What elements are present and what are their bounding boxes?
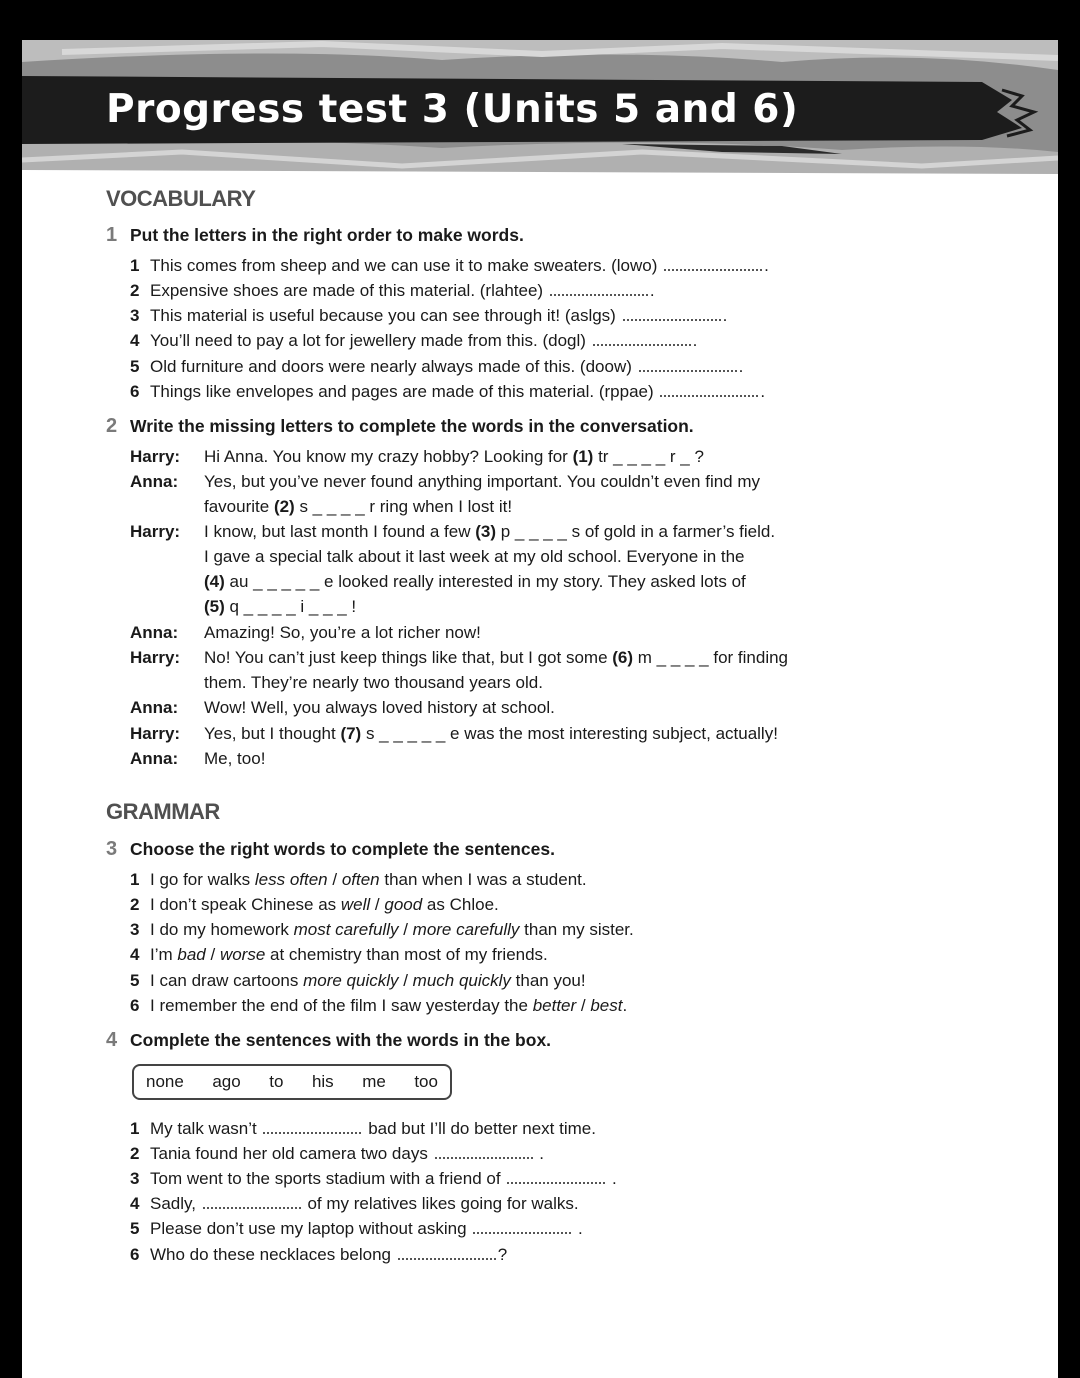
exercise-number: 3: [106, 838, 118, 860]
dialogue-line: (5) q _ _ _ _ i _ _ _ !: [204, 597, 357, 616]
dialogue-line: Hi Anna. You know my crazy hobby? Looking for (1) tr _ _ _ _ r _ ?: [204, 447, 704, 466]
choice-option[interactable]: well: [340, 895, 371, 914]
word-box-item: to: [269, 1072, 284, 1091]
ex1-item: 4 You’ll need to pay a lot for jewellery made from this. (dogl) .: [130, 331, 698, 350]
gap-word[interactable]: s _ _ _ _ _ e was the most interesting subject, actually!: [361, 724, 778, 743]
choice-option[interactable]: more quickly: [303, 971, 399, 990]
dialogue-line: Wow! Well, you always loved history at school.: [204, 698, 555, 717]
dialogue-line: I gave a special talk about it last week at my old school. Everyone in the: [204, 547, 745, 566]
exercise-3-heading: [106, 838, 555, 861]
dialogue-line: (4) au _ _ _ _ _ e looked really interested in my story. They asked lots of: [204, 572, 746, 591]
word-box-item: ago: [212, 1072, 241, 1091]
word-box-item: too: [414, 1072, 438, 1091]
speaker-label: Anna:: [130, 472, 179, 491]
choice-option[interactable]: most carefully: [293, 920, 399, 939]
exercise-instruction: Put the letters in the right order to make words.: [130, 225, 524, 245]
choice-option[interactable]: much quickly: [412, 971, 511, 990]
speaker-label: Harry:: [130, 447, 181, 466]
ex1-item: 3 This material is useful because you can see through it! (aslgs) .: [130, 306, 728, 325]
dialogue-line: Yes, but you’ve never found anything important. You couldn’t even find my: [204, 472, 761, 491]
dialogue-line: Yes, but I thought (7) s _ _ _ _ _ e was the most interesting subject, actually!: [204, 724, 778, 743]
gap-word[interactable]: au _ _ _ _ _ e looked really interested in my story. They asked lots of: [224, 572, 746, 591]
choice-option[interactable]: worse: [219, 945, 266, 964]
exercise-number: 1: [106, 224, 118, 246]
answer-blank[interactable]: [263, 1118, 361, 1134]
choice-option[interactable]: bad: [177, 945, 206, 964]
answer-blank[interactable]: [473, 1218, 571, 1234]
ex1-item: 6 Things like envelopes and pages are made of this material. (rppae) .: [130, 382, 766, 401]
ex4-item: 6 Who do these necklaces belong ?: [130, 1245, 508, 1264]
exercise-instruction: Complete the sentences with the words in the box.: [130, 1030, 552, 1050]
section-heading-vocabulary: VOCABULARY: [106, 186, 256, 211]
dialogue-line: favourite (2) s _ _ _ _ r ring when I lost it!: [204, 497, 513, 516]
answer-blank[interactable]: [664, 255, 762, 271]
ex1-item: 1 This comes from sheep and we can use it to make sweaters. (lowo) .: [130, 256, 769, 275]
word-box-item: his: [311, 1072, 334, 1091]
exercise-1-heading: [106, 224, 524, 247]
speaker-label: Anna:: [130, 749, 179, 768]
gap-word[interactable]: m _ _ _ _ for finding: [633, 648, 789, 667]
dialogue-line: them. They’re nearly two thousand years old.: [204, 673, 543, 692]
answer-blank[interactable]: [398, 1244, 496, 1260]
answer-blank[interactable]: [435, 1143, 533, 1159]
gap-word[interactable]: p _ _ _ _ s of gold in a farmer’s field.: [496, 522, 776, 541]
choice-option[interactable]: less often: [254, 870, 328, 889]
choice-option[interactable]: best: [590, 996, 623, 1015]
ex4-item: 3 Tom went to the sports stadium with a friend of .: [130, 1169, 617, 1188]
word-box-item: me: [362, 1072, 386, 1091]
answer-blank[interactable]: [639, 356, 737, 372]
dialogue-line: I know, but last month I found a few (3) p _ _ _ _ s of gold in a farmer’s field.: [204, 522, 776, 541]
speaker-label: Harry:: [130, 724, 181, 743]
title-banner: [22, 40, 1058, 180]
exercise-instruction: Write the missing letters to complete the words in the conversation.: [130, 416, 694, 436]
exercise-number: 4: [106, 1029, 118, 1051]
answer-blank[interactable]: [203, 1193, 301, 1209]
exercise-number: 2: [106, 415, 118, 437]
exercise-2-heading: [106, 415, 694, 438]
choice-option[interactable]: often: [341, 870, 380, 889]
page-title: Progress test 3 (Units 5 and 6): [106, 87, 799, 132]
answer-blank[interactable]: [660, 381, 758, 397]
worksheet-page: [22, 40, 1058, 1378]
ex4-item: 2 Tania found her old camera two days .: [130, 1144, 545, 1163]
speaker-label: Anna:: [130, 623, 179, 642]
dialogue-line: Amazing! So, you’re a lot richer now!: [204, 623, 481, 642]
exercise-4-heading: [106, 1029, 551, 1052]
speaker-label: Anna:: [130, 698, 179, 717]
choice-option[interactable]: better: [532, 996, 577, 1015]
section-heading-grammar: GRAMMAR: [106, 799, 220, 824]
ex4-item: 4 Sadly, of my relatives likes going for walks.: [130, 1194, 579, 1213]
ex4-item: 5 Please don’t use my laptop without asking .: [130, 1219, 583, 1238]
speaker-label: Harry:: [130, 648, 181, 667]
ex3-item: 6 I remember the end of the film I saw yesterday the better / best.: [130, 996, 628, 1015]
word-box-item: none: [146, 1072, 184, 1091]
ex3-item: 1 I go for walks less often / often than when I was a student.: [130, 870, 587, 889]
ex3-item: 4 I’m bad / worse at chemistry than most of my friends.: [130, 945, 548, 964]
word-box: [132, 1064, 452, 1100]
ex4-item: 1 My talk wasn’t bad but I’ll do better next time.: [130, 1119, 596, 1138]
ex3-item: 3 I do my homework most carefully / more carefully than my sister.: [130, 920, 634, 939]
dialogue-line: Me, too!: [204, 749, 266, 768]
exercise-instruction: Choose the right words to complete the sentences.: [130, 839, 555, 859]
gap-word[interactable]: tr _ _ _ _ r _ ?: [593, 447, 704, 466]
answer-blank[interactable]: [623, 305, 721, 321]
choice-option[interactable]: good: [384, 895, 423, 914]
answer-blank[interactable]: [507, 1168, 605, 1184]
speaker-label: Harry:: [130, 522, 181, 541]
answer-blank[interactable]: [550, 280, 648, 296]
ex1-item: 5 Old furniture and doors were nearly always made of this. (doow) .: [130, 357, 744, 376]
ex3-item: 2 I don’t speak Chinese as well / good as Chloe.: [130, 895, 499, 914]
ex1-item: 2 Expensive shoes are made of this material. (rlahtee) .: [130, 281, 655, 300]
answer-blank[interactable]: [593, 330, 691, 346]
gap-word[interactable]: q _ _ _ _ i _ _ _ !: [224, 597, 357, 616]
gap-word[interactable]: s _ _ _ _ r ring when I lost it!: [294, 497, 513, 516]
ex3-item: 5 I can draw cartoons more quickly / much quickly than you!: [130, 971, 586, 990]
dialogue-line: No! You can’t just keep things like that, but I got some (6) m _ _ _ _ for finding: [204, 648, 789, 667]
choice-option[interactable]: more carefully: [412, 920, 520, 939]
